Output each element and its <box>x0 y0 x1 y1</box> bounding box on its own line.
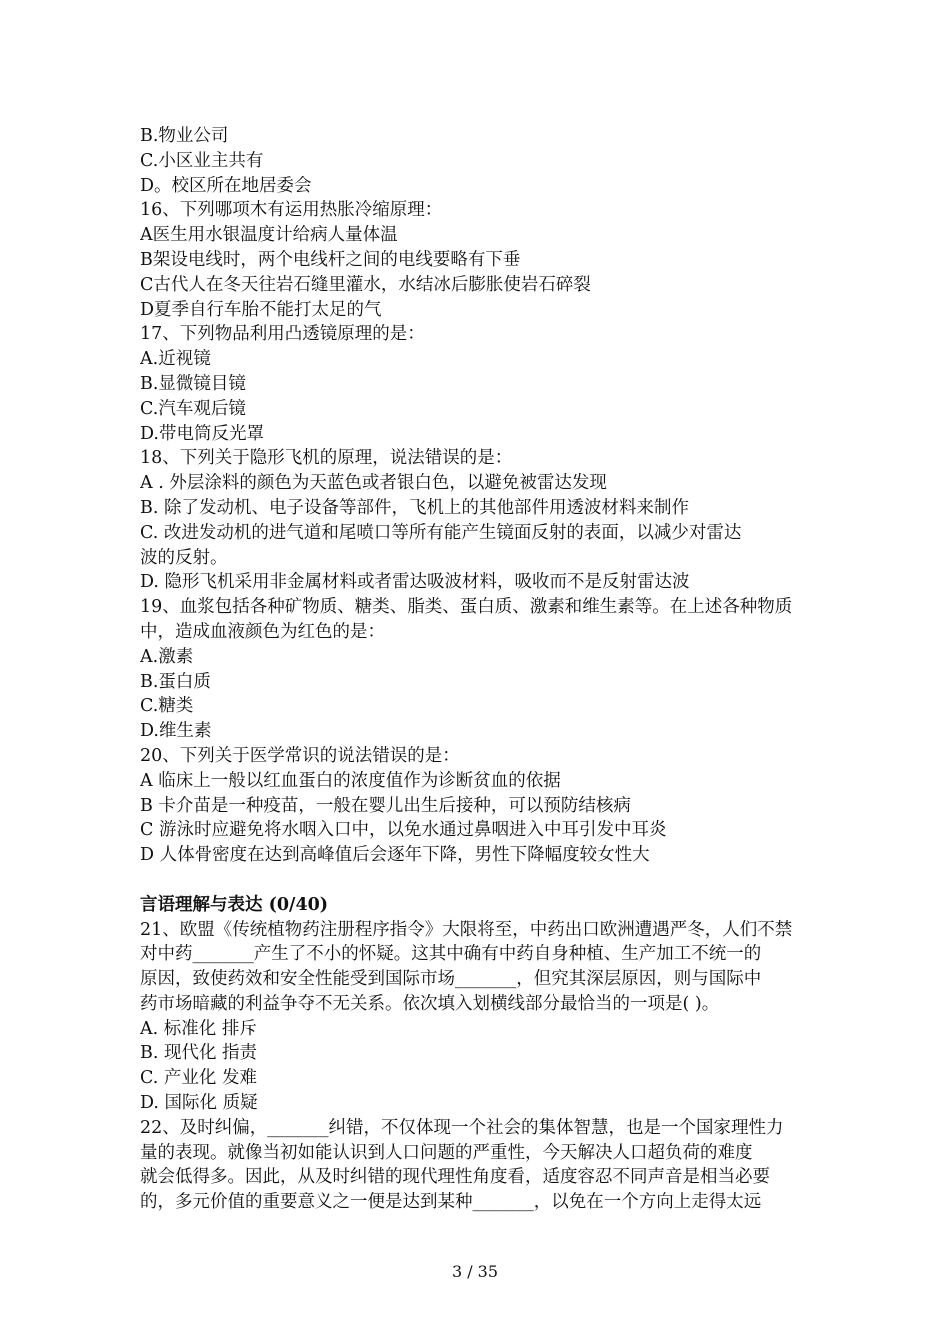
option-line: A 临床上一般以红血蛋白的浓度值作为诊断贫血的依据 <box>140 770 561 791</box>
option-line: B 卡介苗是一种疫苗，一般在婴儿出生后接种，可以预防结核病 <box>140 795 631 816</box>
option-line: A . 外层涂料的颜色为天蓝色或者银白色，以避免被雷达发现 <box>140 473 607 494</box>
option-line: A.近视镜 <box>140 349 211 370</box>
option-line: D.带电筒反光罩 <box>140 423 264 444</box>
text-line: 的，多元价值的重要意义之一便是达到某种_______，以免在一个方向上走得太远 <box>140 1192 762 1213</box>
option-line: A.激素 <box>140 646 194 667</box>
text-line: 就会低得多。因此，从及时纠错的现代理性角度看，适度容忍不同声音是相当必要 <box>140 1167 770 1188</box>
option-line: B. 现代化 指责 <box>140 1043 258 1064</box>
question-18: 18、下列关于隐形飞机的原理，说法错误的是： <box>140 448 513 469</box>
option-line: D夏季自行车胎不能打太足的气 <box>140 299 382 320</box>
option-line: C. 改进发动机的进气道和尾喷口等所有能产生镜面反射的表面，以减少对雷达 <box>140 522 742 543</box>
page-number: 3 / 35 <box>451 1262 499 1281</box>
text-line: C.小区业主共有 <box>140 150 264 171</box>
text-line: 原因，致使药效和安全性能受到国际市场_______，但究其深层原因，则与国际中 <box>140 969 762 990</box>
option-line: A. 标准化 排斥 <box>140 1018 257 1039</box>
text-line: D。校区所在地居委会 <box>140 175 312 196</box>
text-line: 对中药_______产生了不小的怀疑。这其中确有中药自身种植、生产加工不统一的 <box>140 944 762 965</box>
option-line: D. 国际化 质疑 <box>140 1093 258 1114</box>
option-line: D. 隐形飞机采用非金属材料或者雷达吸波材料，吸收而不是反射雷达波 <box>140 572 690 593</box>
text-line: 中，造成血液颜色为红色的是： <box>140 621 385 642</box>
option-line: C古代人在冬天往岩石缝里灌水，水结冰后膨胀使岩石碎裂 <box>140 274 591 295</box>
document-body <box>140 124 820 1215</box>
option-line: B.显微镜目镜 <box>140 373 246 394</box>
option-line: D 人体骨密度在达到高峰值后会逐年下降，男性下降幅度较女性大 <box>140 845 650 866</box>
option-line: B架设电线时，两个电线杆之间的电线要略有下垂 <box>140 249 521 270</box>
question-21: 21、欧盟《传统植物药注册程序指令》大限将至，中药出口欧洲遭遇严冬，人们不禁 <box>140 919 793 940</box>
option-line: A医生用水银温度计给病人量体温 <box>140 225 398 246</box>
option-line: 波的反射。 <box>140 547 228 568</box>
section-heading: 言语理解与表达 (0/40) <box>140 894 329 915</box>
spacer <box>140 868 820 893</box>
option-line: C.糖类 <box>140 696 194 717</box>
text-line: B.物业公司 <box>140 126 229 146</box>
question-22: 22、及时纠偏，_______纠错，不仅体现一个社会的集体智慧，也是一个国家理性力 <box>140 1117 784 1138</box>
question-17: 17、下列物品利用凸透镜原理的是： <box>140 324 425 345</box>
option-line: C.汽车观后镜 <box>140 398 246 419</box>
option-line: C 游泳时应避免将水咽入口中，以免水通过鼻咽进入中耳引发中耳炎 <box>140 820 667 841</box>
option-line: C. 产业化 发难 <box>140 1068 257 1089</box>
text-line: 量的表现。就像当初如能认识到人口问题的严重性，今天解决人口超负荷的难度 <box>140 1142 753 1163</box>
option-line: D.维生素 <box>140 721 212 742</box>
option-line: B.蛋白质 <box>140 671 211 692</box>
question-19: 19、血浆包括各种矿物质、糖类、脂类、蛋白质、激素和维生素等。在上述各种物质 <box>140 597 793 618</box>
option-line: B. 除了发动机、电子设备等部件，飞机上的其他部件用透波材料来制作 <box>140 497 689 518</box>
question-20: 20、下列关于医学常识的说法错误的是： <box>140 745 460 766</box>
text-line: 药市场暗藏的利益争夺不无关系。依次填入划横线部分最恰当的一项是( )。 <box>140 993 720 1014</box>
question-16: 16、下列哪项木有运用热胀冷缩原理： <box>140 200 443 221</box>
